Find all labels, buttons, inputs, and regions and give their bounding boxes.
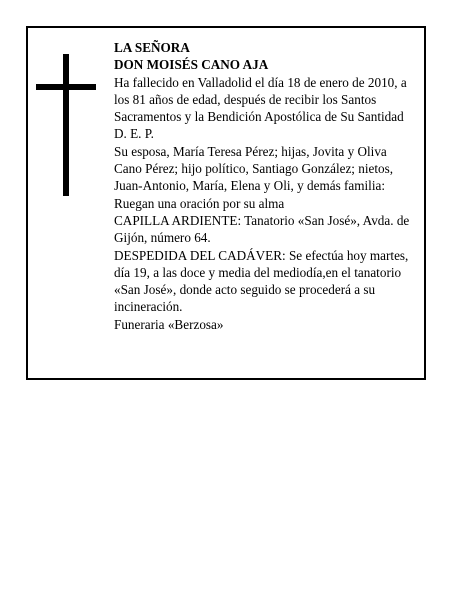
cross-vertical-bar [63, 54, 69, 196]
notice-line: los 81 años de edad, después de recibir los Santos [114, 91, 377, 107]
family-line: Juan-Antonio, María, Elena y Oli, y demás familia: [114, 178, 386, 194]
farewell-line: DESPEDIDA DEL CADÁVER: Se efectúa hoy martes, [114, 247, 409, 263]
farewell-line: día 19, a las doce y media del mediodía,en el tanatorio [114, 264, 402, 280]
obituary-text [114, 39, 426, 333]
title-line: LA SEÑORA [114, 40, 190, 55]
funeral-home-line: Funeraria «Berzosa» [114, 316, 224, 332]
cross-icon [36, 54, 96, 196]
notice-line: Sacramentos y la Bendición Apostólica de Su Santidad [114, 109, 404, 125]
chapel-line: CAPILLA ARDIENTE: Tanatorio «San José», Avda. de [114, 212, 410, 228]
cross-horizontal-bar [36, 84, 96, 90]
family-line: Su esposa, María Teresa Pérez; hijas, Jovita y Oliva [114, 143, 387, 159]
farewell-line: «San José», donde acto seguido se procederá a su [114, 282, 376, 298]
family-line: Cano Pérez; hijo político, Santiago González; nietos, [114, 161, 394, 177]
chapel-line: Gijón, número 64. [114, 230, 211, 246]
rip-line: D. E. P. [114, 126, 154, 142]
farewell-line: incineración. [114, 299, 183, 315]
deceased-name: DON MOISÉS CANO AJA [114, 57, 269, 73]
prayer-line: Ruegan una oración por su alma [114, 195, 285, 211]
notice-line: Ha fallecido en Valladolid el día 18 de enero de 2010, a [114, 74, 407, 90]
